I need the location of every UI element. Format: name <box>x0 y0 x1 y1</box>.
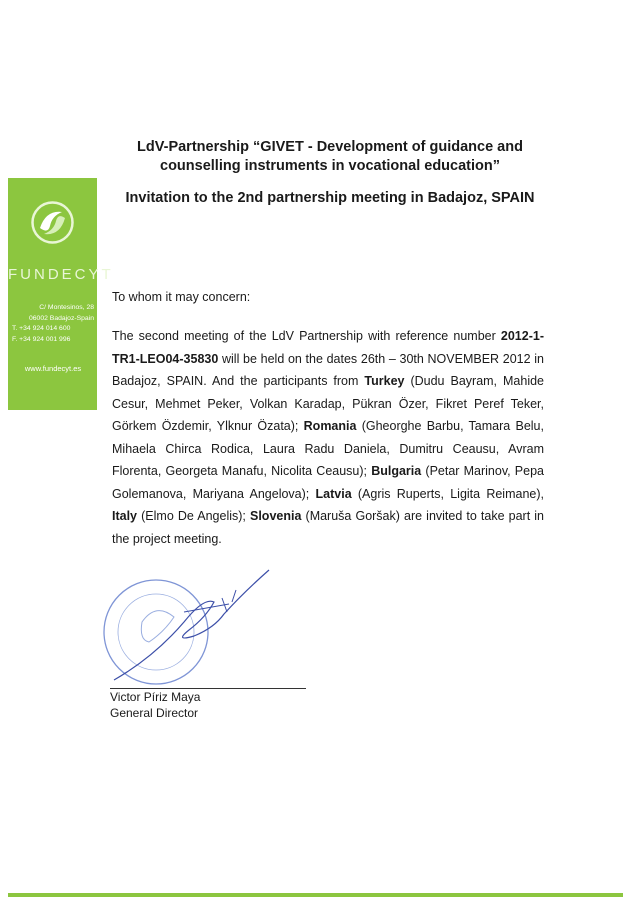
participants-list: (Maruša Goršak) are invited to take part in the project meeting. <box>112 509 545 546</box>
participants-list: (Dudu Bayram, Mahide Cesur, Mehmet Peker, Volkan Karadap, Pükran Özer, Fikret Peref Teker, Görkem Özdemir, Ylknur Özata); <box>112 374 544 433</box>
country-name: Turkey <box>364 374 405 388</box>
fundecyt-logo-icon <box>30 200 75 245</box>
country-name: Romania <box>303 419 357 433</box>
phone-line: T. +34 924 014 600 <box>12 325 71 332</box>
participants-list: (Elmo De Angelis); <box>141 509 246 523</box>
fundecyt-wordmark: FUNDECYT <box>8 266 114 283</box>
country-name: Slovenia <box>250 509 302 523</box>
participants-list: (Agris Ruperts, Ligita Reimane), <box>357 486 544 501</box>
official-seal-and-signature <box>94 562 318 692</box>
website-link[interactable]: www.fundecyt.es <box>24 364 82 373</box>
fundecyt-sidebar <box>8 178 114 410</box>
body-text: will be held on the dates 26th – 30th NOVEMBER 2012 in Badajoz, SPAIN. And the participants from <box>112 351 544 388</box>
fax-line: F. +34 924 001 996 <box>12 335 71 343</box>
country-name: Bulgaria <box>371 464 422 478</box>
document-title: LdV-Partnership “GIVET - Development of guidance and counselling instruments in vocational education” <box>137 139 523 174</box>
signer-title: General Director <box>110 706 199 720</box>
salutation: To whom it may concern: <box>112 290 251 304</box>
signature-line <box>110 688 306 689</box>
address-line: 06002 Badajoz-Spain <box>29 314 94 322</box>
footer-rule <box>8 893 623 897</box>
body-text: The second meeting of the LdV Partnership with reference number <box>112 329 496 343</box>
contact-block <box>12 303 94 345</box>
country-name: Latvia <box>315 486 352 501</box>
country-name: Italy <box>112 509 138 523</box>
address-line: C/ Montesinos, 28 <box>39 304 94 311</box>
participants-list: (Petar Marinov, Pepa Golemanova, Mariyana Angelova); <box>112 464 544 501</box>
letter-body <box>112 325 544 550</box>
participants-list: (Gheorghe Barbu, Tamara Belu, Mihaela Chirca Rodica, Laura Radu Daniela, Dumitru Ceausu, Avram Florenta, Georgeta Manafu, Nicolita Ceausu); <box>112 419 544 478</box>
document-subtitle: Invitation to the 2nd partnership meeting in Badajoz, SPAIN <box>125 190 535 206</box>
signer-name: Victor Píriz Maya <box>110 690 201 704</box>
reference-number: 2012-1-TR1-LEO04-35830 <box>112 329 544 366</box>
